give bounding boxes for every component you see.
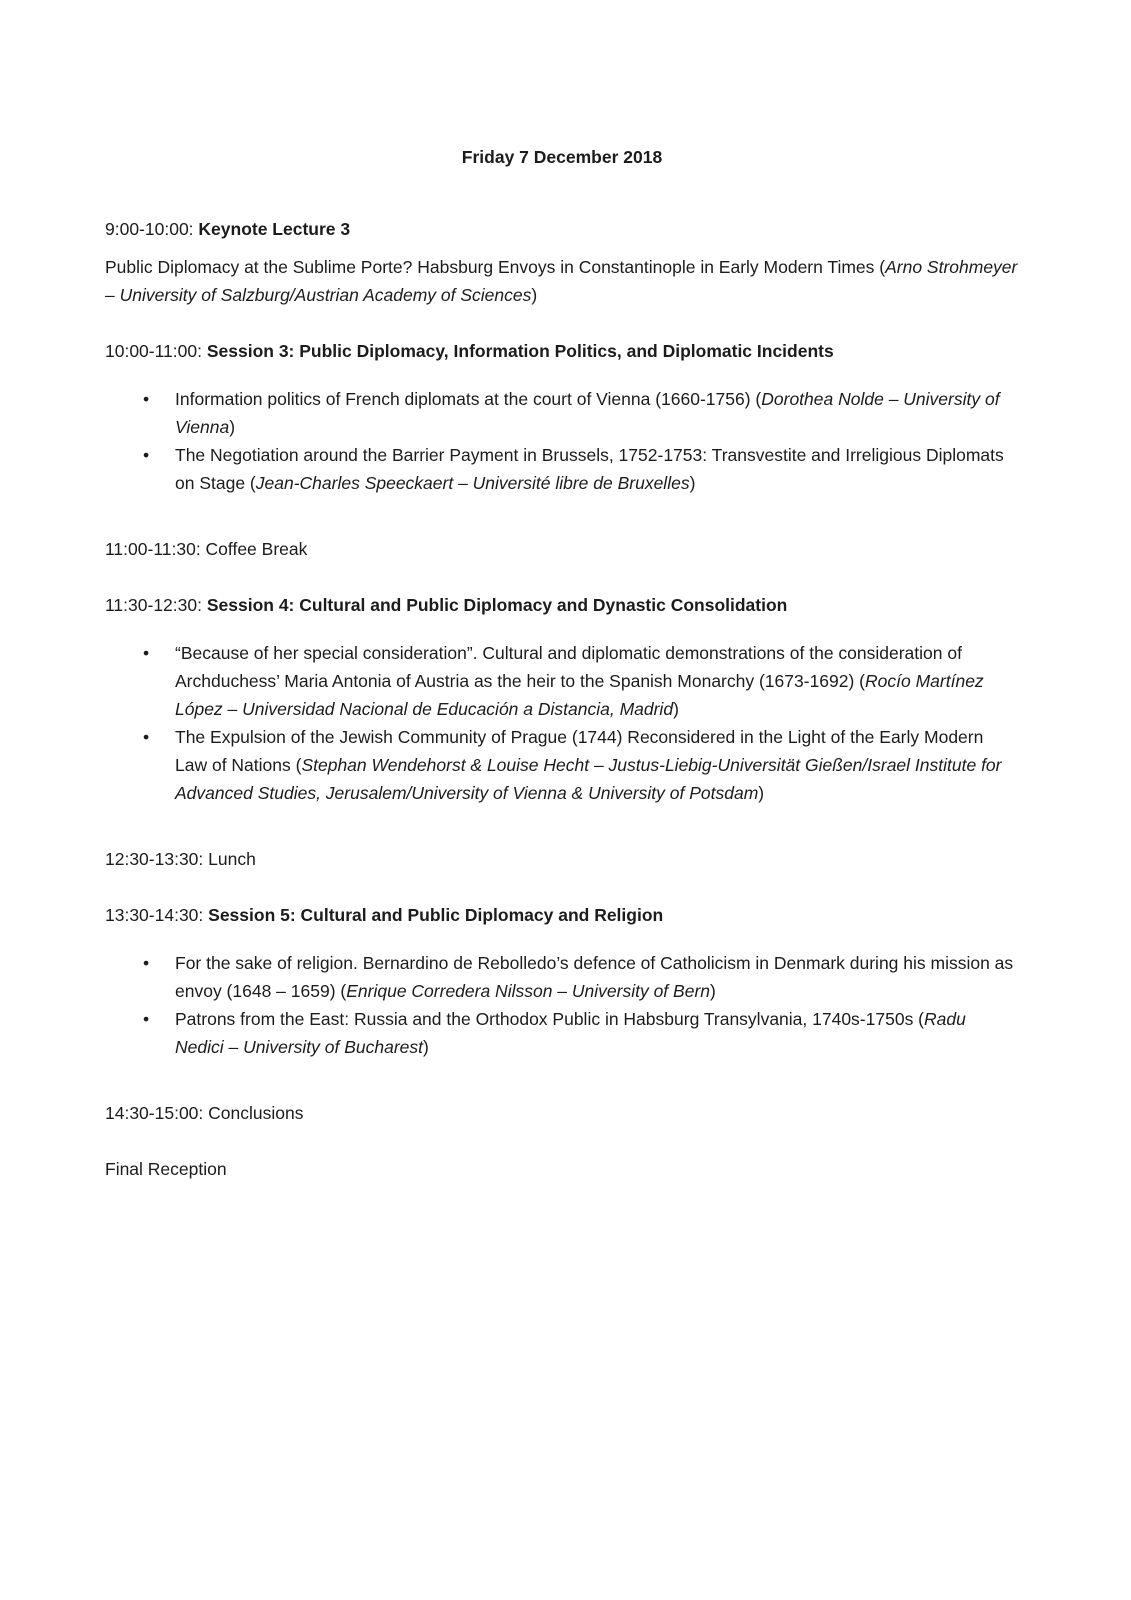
session-talks-list xyxy=(105,949,1019,1061)
text-run-regular: 12:30-13:30: Lunch xyxy=(105,849,256,869)
text-run-regular: ) xyxy=(710,981,716,1001)
text-run-regular: ) xyxy=(758,783,765,803)
session-talks-list xyxy=(105,385,1019,497)
text-run-regular: 9:00-10:00: xyxy=(105,219,199,239)
text-run-regular: The Expulsion of the Jewish Community of Prague (1744) Reconsidered in the Light of the Early Modern Law of Nations ( xyxy=(175,727,984,775)
text-run-bold: Session 3: Public Diplomacy, Information Politics, and Diplomatic Incidents xyxy=(206,341,834,361)
bullet-item xyxy=(105,949,1019,1005)
text-run-regular: For the sake of religion. Bernardino de Rebolledo’s defence of Catholicism in Denmark during his mission as envoy (1648 – 1659) ( xyxy=(175,953,1014,1001)
text-run-italic: Dorothea Nolde – University of Vienna xyxy=(175,389,1000,437)
text-run-italic: Jean-Charles Speeckaert – Université libre de Bruxelles xyxy=(255,473,690,493)
text-run-regular: The Negotiation around the Barrier Payment in Brussels, 1752-1753: Transvestite and Irreligious Diplomats on Stage ( xyxy=(175,445,1004,493)
bullet-item xyxy=(105,639,1019,723)
text-run-regular: Final Reception xyxy=(105,1159,227,1179)
bullet-item xyxy=(105,385,1019,441)
text-run-italic: Radu Nedici – University of Bucharest xyxy=(175,1009,966,1057)
text-run-regular: 13:30-14:30: xyxy=(105,905,209,925)
text-run-italic: Arno Strohmeyer – University of Salzburg/Austrian Academy of Sciences xyxy=(105,257,1018,305)
bullet-item xyxy=(105,723,1019,807)
paragraph xyxy=(105,253,1019,309)
text-run-regular: ) xyxy=(423,1037,429,1057)
text-run-regular: ) xyxy=(229,417,236,437)
schedule-heading xyxy=(105,901,1019,929)
schedule-heading xyxy=(105,215,1019,243)
text-run-regular: 14:30-15:00: Conclusions xyxy=(105,1103,304,1123)
document-body xyxy=(105,215,1019,1183)
text-run-regular: 11:00-11:30: Coffee Break xyxy=(105,539,308,559)
text-run-regular: “Because of her special consideration”. Cultural and diplomatic demonstrations of the consideration of Archduchess’ Maria Antonia of Austria as the heir to the Spanish Monarchy (1673-1692) ( xyxy=(175,643,962,691)
schedule-heading xyxy=(105,1155,1019,1183)
text-run-regular: 10:00-11:00: xyxy=(105,341,207,361)
text-run-regular: 11:30-12:30: xyxy=(105,595,207,615)
text-run-bold: Session 4: Cultural and Public Diplomacy and Dynastic Consolidation xyxy=(206,595,788,615)
bullet-item xyxy=(105,441,1019,497)
text-run-italic: Stephan Wendehorst & Louise Hecht – Justus-Liebig-Universität Gießen/Israel Institute for Advanced Studies, Jerusalem/University of Vienna & University of Potsdam xyxy=(175,755,1002,803)
text-run-regular: Patrons from the East: Russia and the Orthodox Public in Habsburg Transylvania, 1740s-1750s ( xyxy=(175,1009,925,1029)
document-title: Friday 7 December 2018 xyxy=(461,147,663,167)
text-run-bold: Session 5: Cultural and Public Diplomacy and Religion xyxy=(208,905,664,925)
text-run-italic: Rocío Martínez López – Universidad Nacional de Educación a Distancia, Madrid xyxy=(175,671,984,719)
text-run-regular: ) xyxy=(673,699,679,719)
text-run-regular: ) xyxy=(689,473,696,493)
text-run-bold: Keynote Lecture 3 xyxy=(198,219,351,239)
schedule-heading xyxy=(105,535,1019,563)
text-run-regular: ) xyxy=(531,285,538,305)
text-run-italic: Enrique Corredera Nilsson – University of Bern xyxy=(346,981,711,1001)
schedule-heading xyxy=(105,1099,1019,1127)
text-run-regular: Public Diplomacy at the Sublime Porte? Habsburg Envoys in Constantinople in Early Modern Times ( xyxy=(105,257,886,277)
text-run-regular: Information politics of French diplomats at the court of Vienna (1660-1756) ( xyxy=(175,389,762,409)
schedule-heading xyxy=(105,591,1019,619)
session-talks-list xyxy=(105,639,1019,807)
schedule-heading xyxy=(105,845,1019,873)
schedule-heading xyxy=(105,337,1019,365)
bullet-item xyxy=(105,1005,1019,1061)
